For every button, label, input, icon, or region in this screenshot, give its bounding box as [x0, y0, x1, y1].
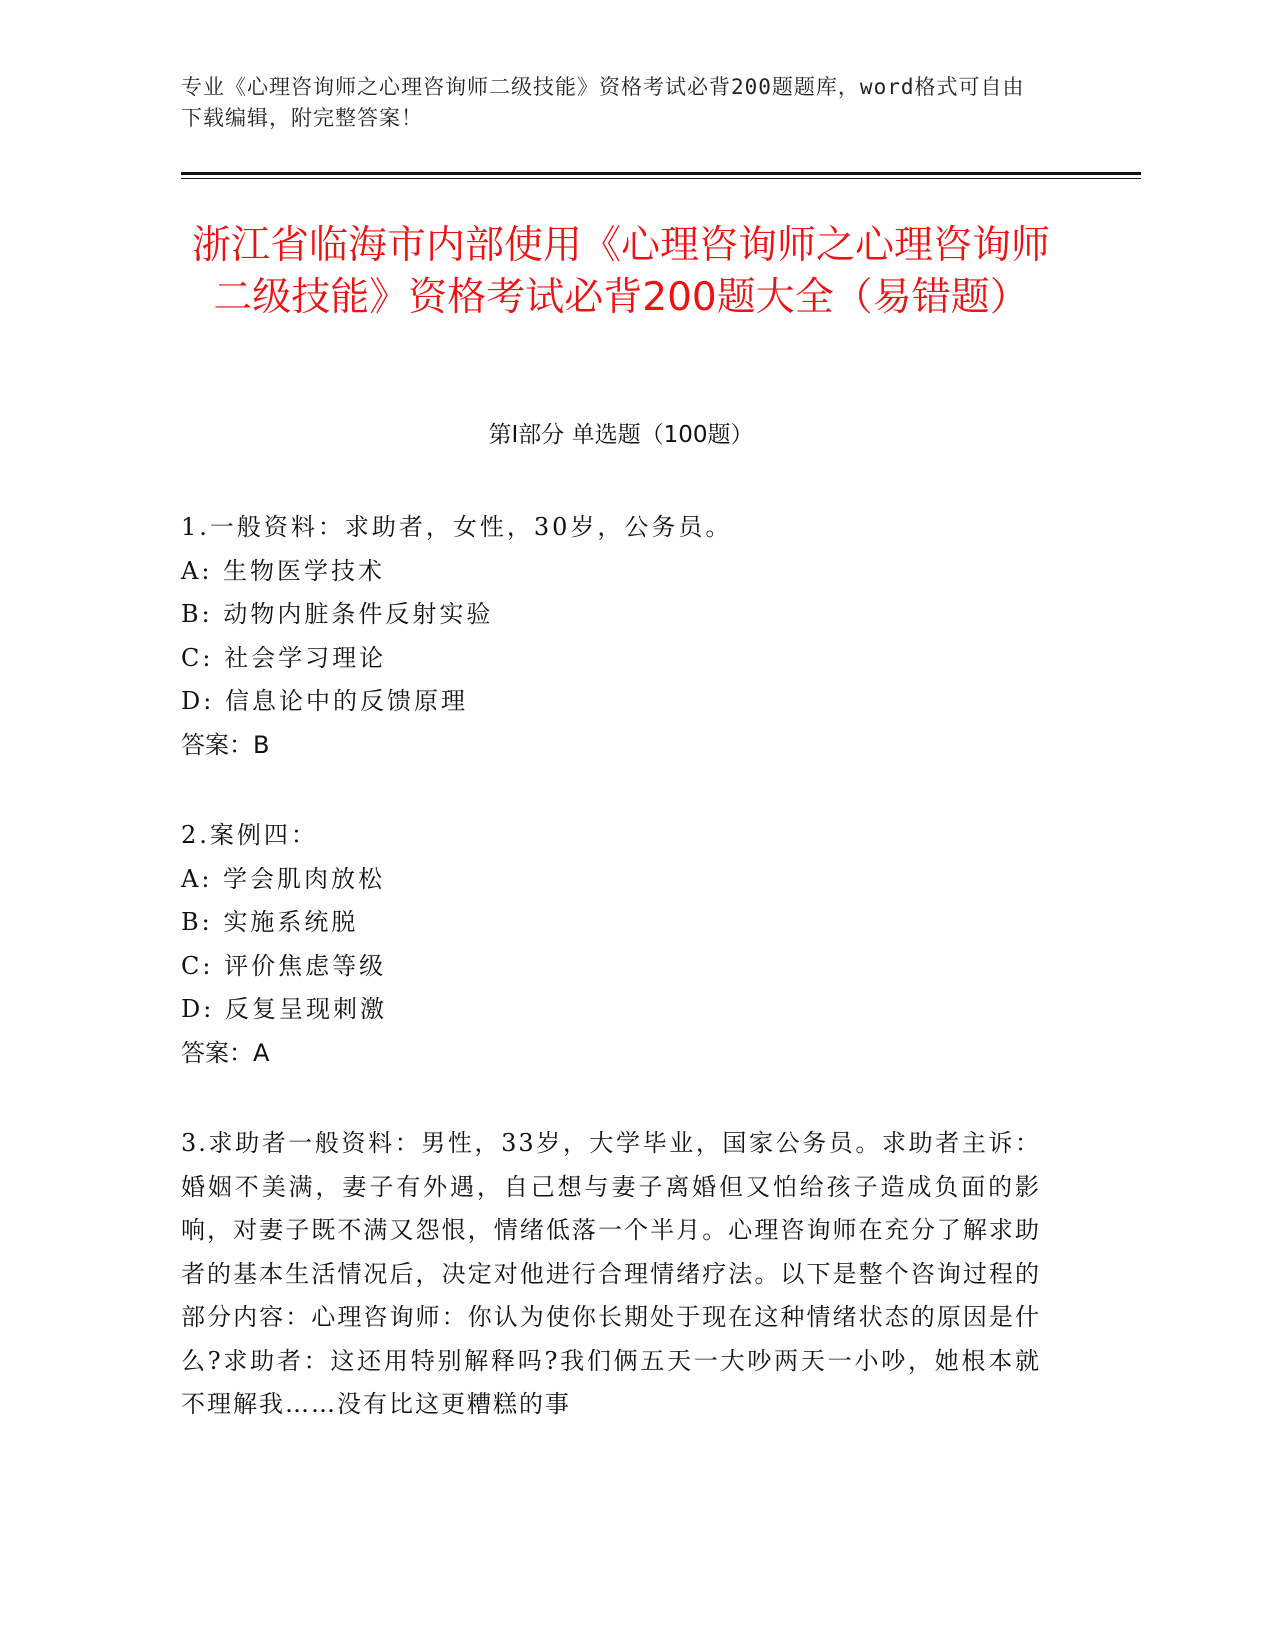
question-2	[181, 814, 1041, 1075]
header-divider-thin	[181, 178, 1141, 179]
question-3	[181, 1122, 1041, 1427]
option-c: C: 社会学习理论	[181, 643, 387, 672]
option-a: A: 生物医学技术	[181, 556, 386, 585]
question-stem: 2.案例四：	[181, 821, 318, 849]
question-stem: 1.一般资料：求助者，女性，30岁，公务员。	[181, 513, 733, 541]
answer: 答案：A	[181, 1038, 270, 1067]
section-heading: 第Ⅰ部分 单选题（100题）	[488, 422, 754, 448]
option-c: C: 评价焦虑等级	[181, 951, 387, 980]
option-b: B: 实施系统脱	[181, 908, 359, 936]
option-d: D: 信息论中的反馈原理	[181, 687, 468, 715]
question-list	[181, 506, 1041, 1474]
header-divider-thick	[181, 172, 1141, 175]
question-stem: 3.求助者一般资料：男性，33岁，大学毕业，国家公务员。求助者主诉：婚姻不美满，妻子有外遇，自己想与妻子离婚但又怕给孩子造成负面的影响，对妻子既不满又怨恨，情绪低落一个半月。心理咨询师在充分了解求助者的基本生活情况后，决定对他进行合理情绪疗法。以下是整个咨询过程的部分内容：心理咨询师：你认为使你长期处于现在这种情绪状态的原因是什么?求助者：这还用特别解释吗?我们俩五天一大吵两天一小吵，她根本就不理解我……没有比这更糟糕的事	[181, 1129, 1041, 1418]
option-b: B: 动物内脏条件反射实验	[181, 600, 494, 628]
answer: 答案：B	[181, 730, 270, 759]
option-a: A: 学会肌肉放松	[181, 864, 386, 893]
question-1	[181, 506, 1041, 767]
header-note: 专业《心理咨询师之心理咨询师二级技能》资格考试必背200题题库，word格式可自由下载编辑，附完整答案！	[181, 75, 1025, 130]
option-d: D: 反复呈现刺激	[181, 995, 387, 1023]
document-title: 浙江省临海市内部使用《心理咨询师之心理咨询师二级技能》资格考试必背200题大全（易错题）	[191, 223, 1050, 320]
